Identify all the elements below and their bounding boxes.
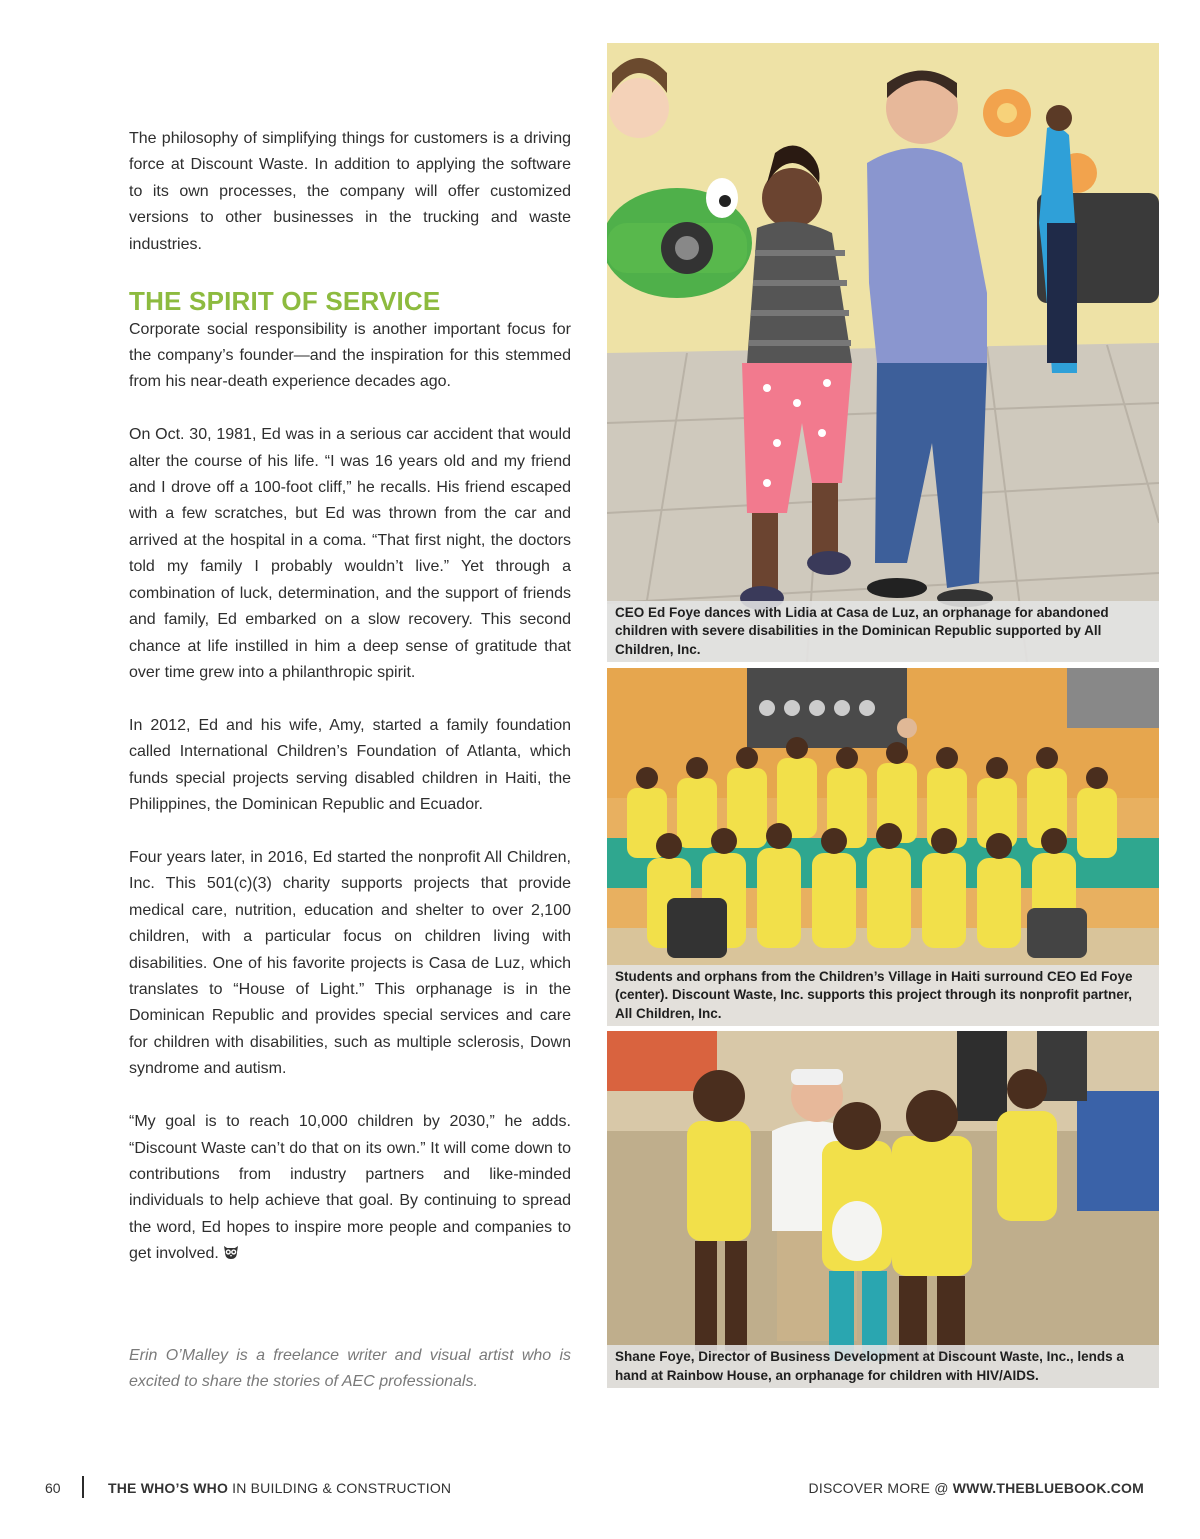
intro-paragraph: The philosophy of simplifying things for customers is a driving force at Discount Waste. In addition to applying the software to its own processes, the company will offer customized versions to other businesses in the trucking and waste industries.: [129, 130, 571, 253]
photo-casa-de-luz-image: [607, 43, 1159, 662]
closing-text: “My goal is to reach 10,000 children by 2030,” he adds. “Discount Waste can’t do that on its own.” It will come down to contributions from industry partners and like-minded individuals to help achieve that goal. By continuing to spread the word, Ed hopes to inspire more people and companies to get involved.: [129, 1113, 571, 1263]
body-paragraph: In 2012, Ed and his wife, Amy, started a family foundation called International Children’s Foundation of Atlanta, which funds special projects serving disabled children in Haiti, the Philippines, the Dominican Republic and Ecuador.: [129, 716, 571, 814]
discover-more: [809, 1480, 1144, 1496]
body-paragraph: Corporate social responsibility is another important focus for the company’s founder—and the inspiration for this stemmed from his near-death experience decades ago.: [129, 320, 571, 391]
page-footer: [0, 1476, 1200, 1500]
photo-caption: Shane Foye, Director of Business Development at Discount Waste, Inc., lends a hand at Rainbow House, an orphanage for children with HIV/AIDS.: [607, 1345, 1159, 1388]
publication-name-bold: THE WHO’S WHO: [108, 1480, 229, 1496]
photo-childrens-village: [607, 668, 1159, 1026]
publication-name: [108, 1480, 451, 1496]
photo-casa-de-luz: [607, 43, 1159, 662]
owl-icon: [222, 1243, 240, 1269]
publication-name-rest: IN BUILDING & CONSTRUCTION: [228, 1480, 452, 1496]
photo-caption: Students and orphans from the Children’s Village in Haiti surround CEO Ed Foye (center). Discount Waste, Inc. supports this project through its nonprofit partner, All Children, Inc.: [607, 965, 1159, 1027]
photo-rainbow-house: [607, 1031, 1159, 1388]
closing-paragraph: [129, 1109, 571, 1269]
page-number: 60: [45, 1480, 61, 1496]
photo-caption: CEO Ed Foye dances with Lidia at Casa de Luz, an orphanage for abandoned children with severe disabilities in the Dominican Republic supported by All Children, Inc.: [607, 601, 1159, 663]
photo-rainbow-house-image: [607, 1031, 1159, 1388]
body-paragraph: On Oct. 30, 1981, Ed was in a serious car accident that would alter the course of his life. “I was 16 years old and my friend and I drove off a 100-foot cliff,” he recalls. His friend escaped with a few scratches, but Ed was thrown from the car and arrived at the hospital in a coma. “That first night, the doctors told my family I probably wouldn’t live.” Yet through a combination of luck, determination, and the support of friends and family, Ed embarked on a slow recovery. This second chance at life instilled in him a deep sense of gratitude that over time grew into a philanthropic spirit.: [129, 426, 571, 681]
discover-url-link[interactable]: WWW.THEBLUEBOOK.COM: [952, 1480, 1144, 1496]
author-bio: Erin O’Malley is a freelance writer and visual artist who is excited to share the stories of AEC professionals.: [129, 1347, 571, 1391]
section-heading: THE SPIRIT OF SERVICE: [129, 285, 441, 316]
article-column: [129, 126, 571, 1296]
discover-label: DISCOVER MORE @: [808, 1480, 953, 1496]
footer-divider: [82, 1476, 84, 1498]
body-paragraph: Four years later, in 2016, Ed started the nonprofit All Children, Inc. This 501(c)(3) charity supports projects that provide medical care, nutrition, education and shelter to over 2,100 children, with a particular focus on children living with disabilities. One of his favorite projects is Casa de Luz, which translates to “House of Light.” This orphanage is in the Dominican Republic and provides special services and care for children with disabilities, such as multiple sclerosis, Down syndrome and autism.: [129, 848, 571, 1078]
